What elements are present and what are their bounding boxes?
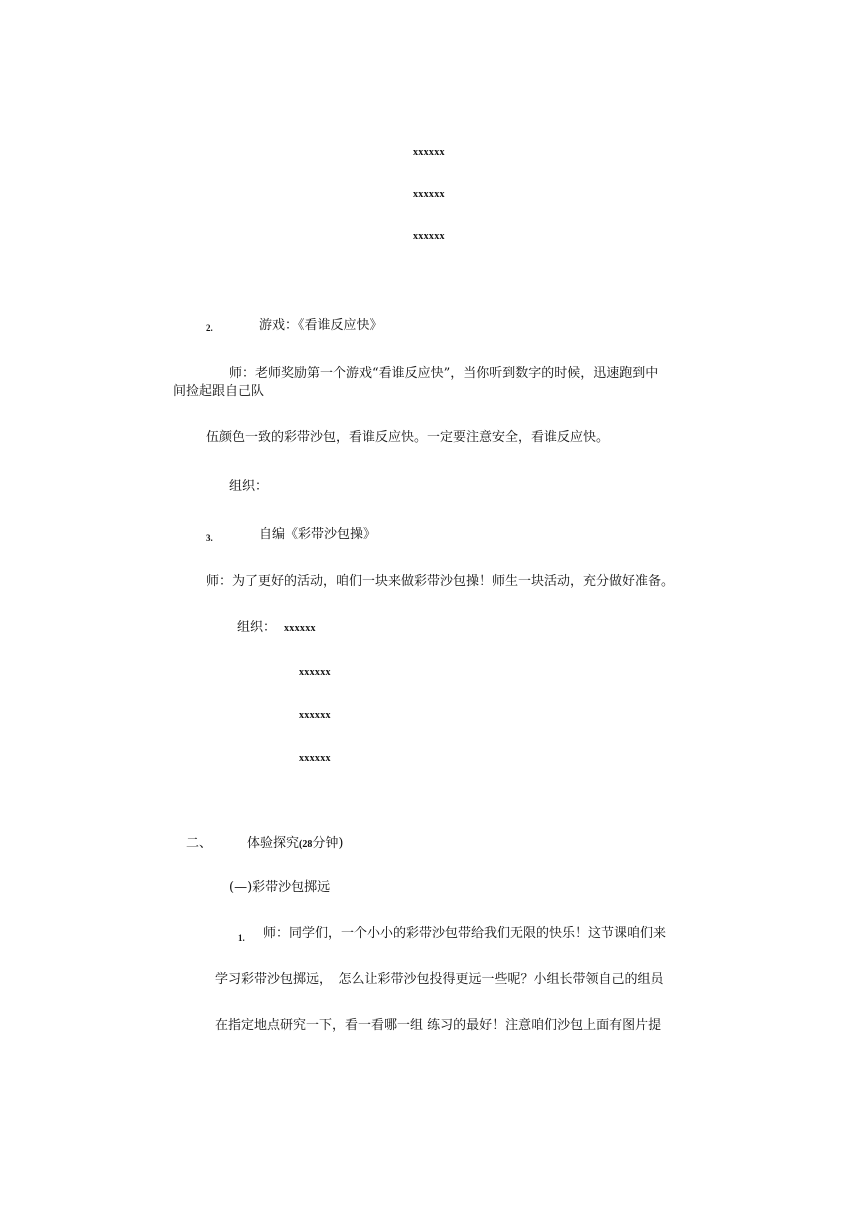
formation-row: xxxxxx [299,667,331,678]
formation-row: xxxxxx [299,753,331,764]
section-title-text: 体验探究 [247,836,300,851]
formation-row: xxxxxx [299,710,331,721]
section-title [247,836,343,853]
paragraph-line: 师：为了更好的活动，咱们一块来做彩带沙包操！师生一块活动，充分做好准备。 [206,574,675,589]
item-title: 游戏：《看谁反应快》 [259,318,383,333]
subsection-title: (—)彩带沙包掷远 [229,880,331,895]
paragraph-line: 伍颜色一致的彩带沙包，看谁反应快。一定要注意安全，看谁反应快。 [206,430,610,445]
organization-label: 组织： [229,479,269,494]
item-number: 2. [206,323,213,333]
section-title-unit: 分钟) [312,836,344,851]
formation-row: xxxxxx [413,231,445,242]
section-number: 二、 [186,836,213,851]
formation-row: xxxxxx [413,147,445,158]
item-number: 3. [206,533,213,543]
organization-label: 组织： [237,620,277,635]
paragraph-line: 间捡起跟自己队 [173,384,265,399]
formation-row: xxxxxx [413,189,445,200]
formation-row: xxxxxx [284,623,316,634]
paragraph-line: 师：老师奖励第一个游戏“看谁反应快”，当你听到数字的时候，迅速跑到中 [229,366,659,381]
item-title: 自编《彩带沙包操》 [259,527,377,542]
paragraph-line: 师：同学们，一个小小的彩带沙包带给我们无限的快乐！这节课咱们来 [263,926,667,941]
section-title-duration: (28 [299,839,313,850]
paragraph-line: 学习彩带沙包掷远， 怎么让彩带沙包投得更远一些呢？小组长带领自己的组员 [215,972,664,987]
paragraph-line: 在指定地点研究一下，看一看哪一组 练习的最好！注意咱们沙包上面有图片提 [215,1018,662,1033]
item-number: 1. [238,933,245,943]
